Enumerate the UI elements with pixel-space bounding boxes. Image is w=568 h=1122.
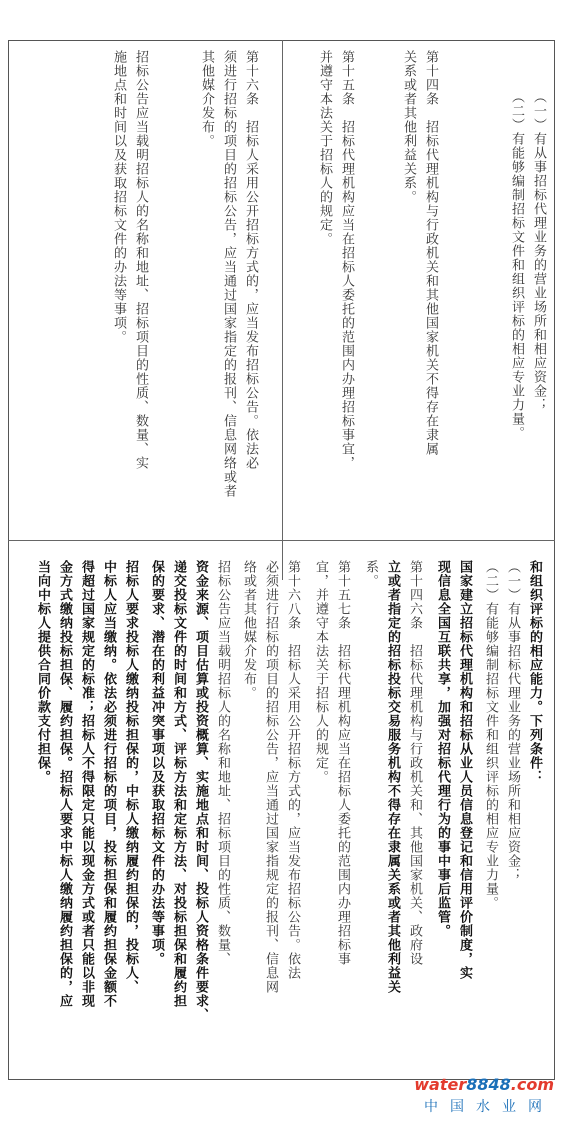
right-para-13: 络或者其他媒介发布。 (241, 560, 256, 700)
right-para-19: 中标人应当缴纳。依法必须进行招标的项目，投标担保和履约担保金额不 (101, 560, 116, 1008)
left-para-4b: 并遵守本法关于招标人的规定。 (317, 50, 332, 246)
right-para-4: 国家建立招标代理机构和招标从业人员信息登记和信用评价制度，实 (457, 560, 472, 980)
right-para-21: 金方式缴纳投标担保、履约担保。招标人要求中标人缴纳履约担保的，应 (57, 560, 72, 1008)
left-para-3b: 关系或者其他利益关系。 (401, 50, 416, 204)
right-para-6: 第十四六条 招标代理机构与行政机关和、其他国家机关、政府设 (407, 560, 422, 966)
right-para-10: 宜，并遵守本法关于招标人的规定。 (313, 560, 328, 784)
left-para-4a: 第十五条 招标代理机构应当在招标人委托的范围内办理招标事宜， (339, 50, 354, 470)
right-para-22: 当向中标人提供合同价款支付担保。 (35, 560, 50, 784)
left-para-2: （二）有能够编制招标文件和组织评标的相应专业力量。 (509, 90, 524, 440)
left-para-1: （一）有从事招标代理业务的营业场所和相应资金； (531, 90, 546, 412)
right-para-11: 第十六八条 招标人采用公开招标方式的，应当发布招标公告。依法 (285, 560, 300, 980)
right-para-18: 招标人要求投标人缴纳投标担保的，中标人缴纳履约担保的，投标人、 (123, 560, 138, 994)
left-para-6a: 招标公告应当载明招标人的名称和地址、招标项目的性质、数量、实 (133, 50, 148, 470)
right-para-5: 现信息全国互联共享，加强对招标代理行为的事中事后监管。 (435, 560, 450, 938)
right-para-9: 第十五七条 招标代理机构应当在招标人委托的范围内办理招标事 (335, 560, 350, 966)
left-para-5b: 须进行招标的项目的招标公告，应当通过国家指定的报刊、信息网络或者 (221, 50, 236, 498)
right-para-1: 和组织评标的相应能力。下列条件： (527, 560, 542, 784)
watermark-logo-red: water (414, 1075, 467, 1094)
right-para-7: 立或者指定的招标投标交易服务机构不得存在隶属关系或者其他利益关 (385, 560, 400, 994)
right-para-15: 资金来源、项目估算或投资概算、实施地点和时间、投标人资格条件要求、 (193, 560, 208, 1022)
right-para-16: 递交投标文件的时间和方式、评标方法和定标方法、对投标担保和履约担 (171, 560, 186, 1008)
left-para-3a: 第十四条 招标代理机构与行政机关和其他国家机关不得存在隶属 (423, 50, 438, 456)
right-para-12: 必须进行招标的项目的招标公告，应当通过国家指规定的报刊、信息网 (263, 560, 278, 994)
right-para-14: 招标公告应当载明招标人的名称和地址、招标项目的性质、数量、 (215, 560, 230, 966)
left-para-5c: 其他媒介发布。 (199, 50, 214, 148)
right-para-20: 得超过国家规定的标准；招标人不得限定只能以现金方式或者只能以非现 (79, 560, 94, 1008)
watermark-logo (414, 1075, 554, 1116)
right-para-17: 保的要求、潜在的利益冲突事项以及获取招标文件的办法等事项。 (149, 560, 164, 966)
right-para-2: （一）有从事招标代理业务的营业场所和相应资金； (505, 560, 520, 882)
right-para-3: （二）有能够编制招标文件和组织评标的相应专业力量。 (483, 560, 498, 910)
watermark-logo-tail: .com (510, 1075, 554, 1094)
left-para-6b: 施地点和时间以及获取招标文件的办法等事项。 (111, 50, 126, 344)
right-para-8: 系。 (363, 560, 378, 588)
watermark-logo-blue: 8848 (466, 1075, 511, 1094)
left-cell-divider (282, 40, 283, 580)
left-para-5a: 第十六条 招标人采用公开招标方式的，应当发布招标公告。依法必 (243, 50, 258, 470)
watermark-cn: 中国水业网 (424, 1099, 554, 1115)
